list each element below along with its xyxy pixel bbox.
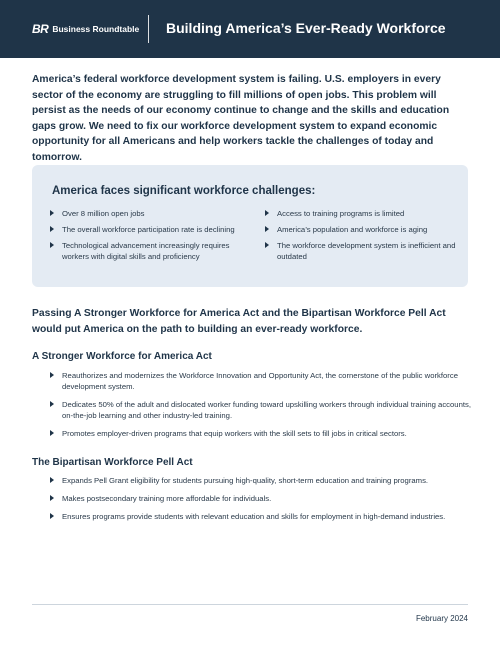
triangle-bullet-icon: [50, 495, 54, 501]
footer-divider: [32, 604, 468, 605]
triangle-bullet-icon: [50, 513, 54, 519]
challenges-list-right: [265, 208, 470, 267]
triangle-bullet-icon: [50, 210, 54, 216]
list-item: The workforce development system is inefficient and outdated: [265, 240, 470, 262]
logo-text: Business Roundtable: [52, 24, 140, 34]
stronger-workforce-list: [50, 370, 475, 446]
list-item: The overall workforce participation rate is declining: [50, 224, 255, 235]
challenges-list-left: [50, 208, 255, 267]
triangle-bullet-icon: [50, 430, 54, 436]
list-item: America’s population and workforce is aging: [265, 224, 470, 235]
header-divider: [148, 15, 149, 43]
list-item: Expands Pell Grant eligibility for students pursuing high-quality, short-term education and training programs.: [50, 475, 475, 486]
triangle-bullet-icon: [50, 372, 54, 378]
triangle-bullet-icon: [50, 226, 54, 232]
list-item: Technological advancement increasingly requires workers with digital skills and proficiency: [50, 240, 255, 262]
challenges-box: [32, 165, 468, 287]
list-item: Reauthorizes and modernizes the Workforce Innovation and Opportunity Act, the cornerstone of the public workforce development system.: [50, 370, 475, 392]
section-title-workforce-pell: The Bipartisan Workforce Pell Act: [32, 457, 193, 468]
triangle-bullet-icon: [50, 477, 54, 483]
list-item: Promotes employer-driven programs that equip workers with the skill sets to fill jobs in critical sectors.: [50, 428, 475, 439]
page-header: [0, 0, 500, 58]
list-item: Access to training programs is limited: [265, 208, 470, 219]
list-item: Dedicates 50% of the adult and dislocated worker funding toward upskilling workers through individual training accounts, on-the-job learning and other industry-led training.: [50, 399, 475, 421]
triangle-bullet-icon: [50, 242, 54, 248]
challenges-heading: America faces significant workforce challenges:: [52, 185, 316, 197]
page-title: Building America’s Ever-Ready Workforce: [166, 20, 446, 36]
section-title-stronger-workforce: A Stronger Workforce for America Act: [32, 351, 212, 362]
list-item: Ensures programs provide students with relevant education and skills for employment in high-demand industries.: [50, 511, 475, 522]
triangle-bullet-icon: [265, 242, 269, 248]
list-item: Makes postsecondary training more affordable for individuals.: [50, 493, 475, 504]
workforce-pell-list: [50, 475, 475, 529]
triangle-bullet-icon: [50, 401, 54, 407]
lead-paragraph: Passing A Stronger Workforce for America Act and the Bipartisan Workforce Pell Act would put America on the path to building an ever-ready workforce.: [32, 308, 446, 335]
intro-paragraph: America’s federal workforce development system is failing. U.S. employers in every sector of the economy are struggling to fill millions of open jobs. This problem will persist as the needs of our economy continue to change and the skills and education gaps grow. We need to fix our workforce development system to expand economic opportunity for all Americans and help workers tackle the challenges of today and tomorrow.: [32, 74, 450, 163]
footer-date: February 2024: [415, 614, 468, 623]
business-roundtable-logo: [32, 21, 139, 37]
logo-mark: BR: [32, 22, 49, 36]
triangle-bullet-icon: [265, 210, 269, 216]
triangle-bullet-icon: [265, 226, 269, 232]
list-item: Over 8 million open jobs: [50, 208, 255, 219]
